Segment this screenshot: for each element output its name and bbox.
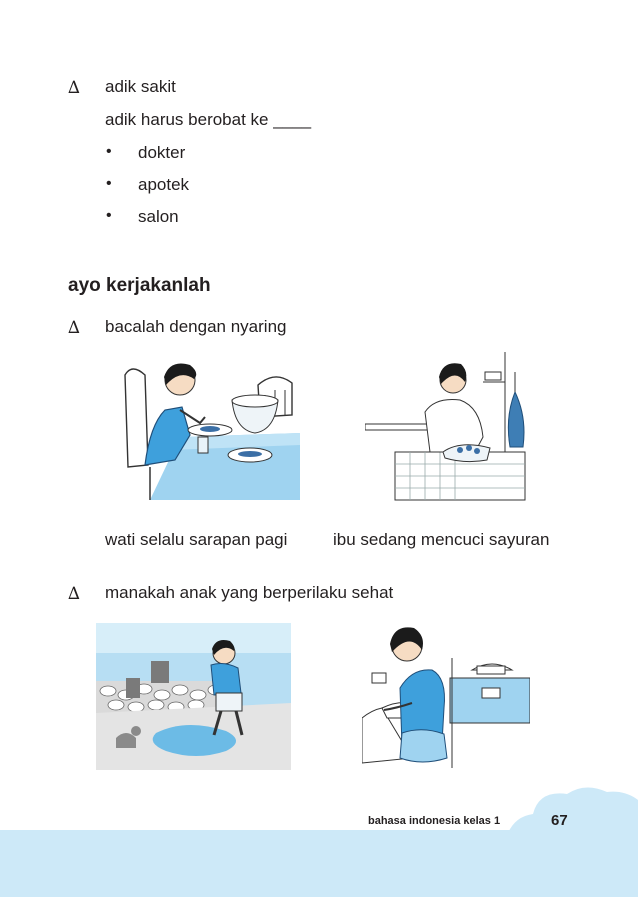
section-heading: ayo kerjakanlah: [68, 275, 211, 296]
delta-marker: ∆: [68, 318, 80, 338]
delta-marker: ∆: [68, 584, 80, 604]
caption-breakfast: wati selalu sarapan pagi: [105, 530, 288, 549]
caption-washing: ibu sedang mencuci sayuran: [333, 530, 550, 549]
bullet-icon: •: [106, 175, 112, 192]
section-instruction: bacalah dengan nyaring: [105, 317, 287, 336]
bullet-icon: •: [106, 207, 112, 224]
book-title: bahasa indonesia kelas 1: [368, 815, 501, 827]
page-number: 67: [551, 812, 568, 829]
cloud-decoration: [505, 782, 638, 842]
handwashing-illustration: [362, 618, 530, 768]
breakfast-illustration: [120, 355, 300, 500]
option-dokter: dokter: [138, 143, 186, 162]
boy-puddle-illustration: [96, 623, 291, 770]
bullet-icon: •: [106, 143, 112, 160]
question-title: adik sakit: [105, 77, 176, 96]
option-apotek: apotek: [138, 175, 190, 194]
washing-vegetables-illustration: [365, 352, 530, 502]
option-salon: salon: [138, 207, 179, 226]
question-prompt: adik harus berobat ke ____: [105, 110, 312, 129]
delta-marker: ∆: [68, 78, 80, 98]
question-instruction: manakah anak yang berperilaku sehat: [105, 583, 394, 602]
